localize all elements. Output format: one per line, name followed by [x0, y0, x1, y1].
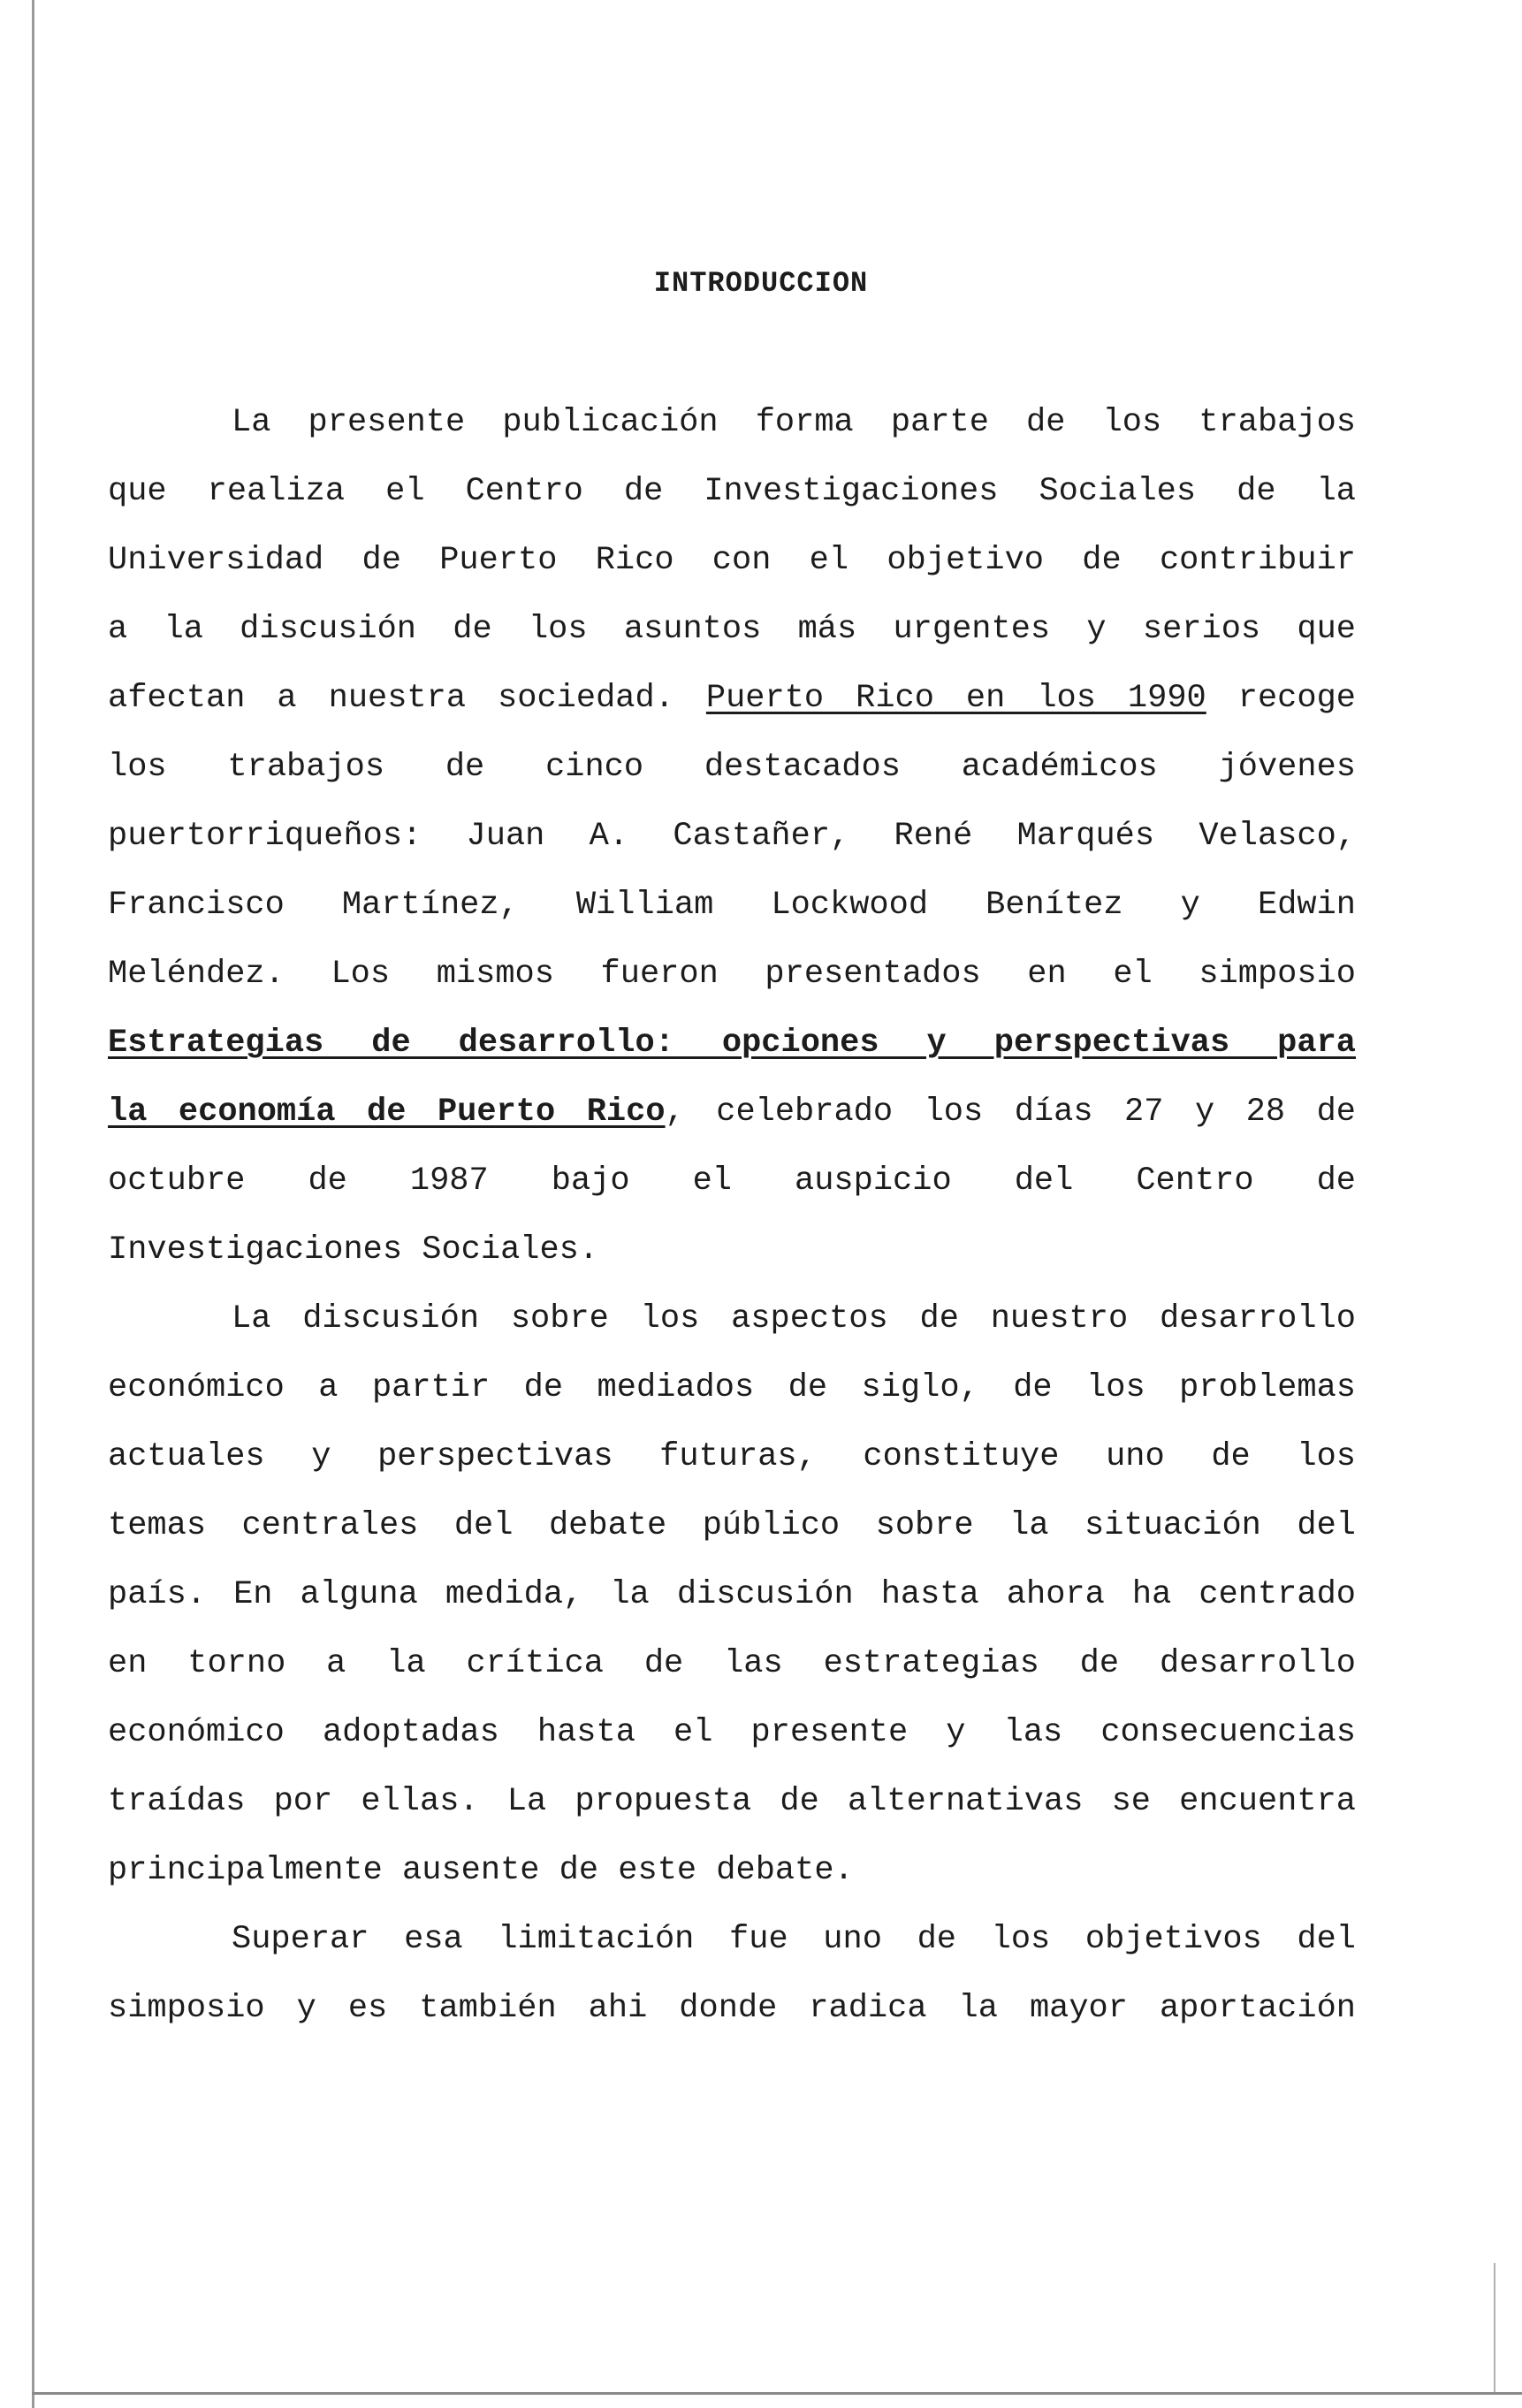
text-line: Investigaciones Sociales.: [108, 1231, 599, 1269]
text-line: La presente publicación forma parte de los trabajos: [232, 404, 1356, 441]
text-line: económico a partir de mediados de siglo, de los problemas: [108, 1369, 1356, 1406]
text-line: Meléndez. Los mismos fueron presentados en el simposio: [108, 956, 1356, 993]
text-fragment: recoge: [1237, 680, 1356, 717]
text-line: temas centrales del debate público sobre la situación del: [108, 1507, 1356, 1544]
text-line: Francisco Martínez, William Lockwood Benítez y Edwin: [108, 887, 1356, 924]
page-edge-bottom: [32, 2392, 1522, 2395]
text-fragment: afectan a nuestra sociedad.: [108, 680, 674, 717]
text-line: a la discusión de los asuntos más urgentes y serios que: [108, 611, 1356, 648]
symposium-title-end: la economía de Puerto Rico: [108, 1094, 666, 1131]
text-line: actuales y perspectivas futuras, constituye uno de los: [108, 1438, 1356, 1475]
book-title-link: Puerto Rico en los 1990: [705, 680, 1206, 717]
text-line: Superar esa limitación fue uno de los objetivos del: [232, 1921, 1356, 1958]
page-title: INTRODUCCION: [653, 267, 869, 300]
text-line: los trabajos de cinco destacados académicos jóvenes: [108, 749, 1356, 786]
text-line: que realiza el Centro de Investigaciones Sociales de la: [108, 473, 1356, 510]
text-line: [108, 1088, 1356, 1136]
text-line: económico adoptadas hasta el presente y las consecuencias: [108, 1714, 1356, 1751]
text-line: país. En alguna medida, la discusión hasta ahora ha centrado: [108, 1576, 1356, 1613]
text-line: octubre de 1987 bajo el auspicio del Centro de: [108, 1162, 1356, 1200]
page-edge-left: [32, 0, 34, 2408]
text-line: Universidad de Puerto Rico con el objetivo de contribuir: [108, 542, 1356, 579]
text-line: simposio y es también ahi donde radica la mayor aportación: [108, 1990, 1356, 2027]
symposium-title-line: Estrategias de desarrollo: opciones y perspectivas para: [108, 1025, 1356, 1062]
text-fragment: , celebrado los días 27 y 28 de: [665, 1094, 1357, 1131]
text-line: en torno a la crítica de las estrategias de desarrollo: [108, 1645, 1356, 1682]
text-line: traídas por ellas. La propuesta de alternativas se encuentra: [108, 1783, 1356, 1820]
text-line: La discusión sobre los aspectos de nuestro desarrollo: [232, 1300, 1356, 1337]
text-line: principalmente ausente de este debate.: [108, 1852, 854, 1889]
text-line: puertorriqueños: Juan A. Castañer, René Marqués Velasco,: [108, 818, 1356, 855]
text-line: [108, 674, 1356, 722]
page-edge-right: [1494, 2263, 1495, 2392]
